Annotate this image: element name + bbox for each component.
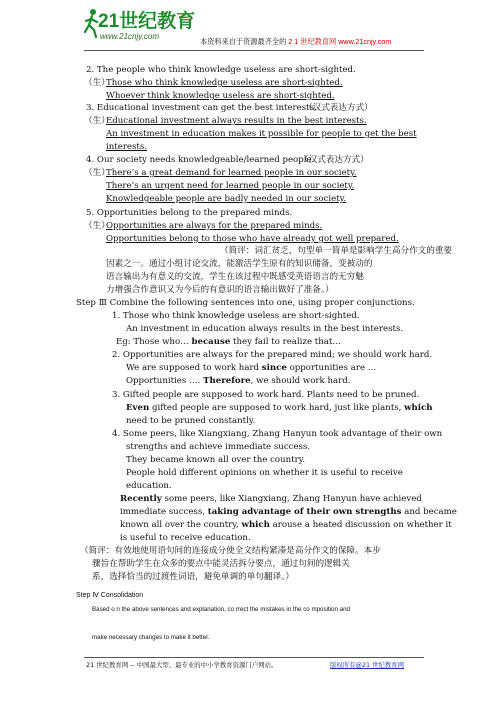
text-line: 3. Educational investment can get the best interests. [86,103,317,113]
annotation: （汉式表达方式） [300,155,369,165]
footer-left: 21 世纪教育网 -- 中国最大型、最专业的中小学教育资源门户网站。 [86,661,278,669]
text-line: They became known all over the country. [126,455,306,465]
header-note-prefix: 本资料来自于资源最齐全的 [200,37,287,46]
comment-line: 因素之一。通过小组讨论交流，能激活学生原有的知识储备，变被动的 [106,259,373,269]
footer-copyright-link[interactable]: 版权所有@21 世纪教育网 [330,661,405,669]
example-line: We are supposed to work hard since opportunities are … [126,363,377,373]
text-line: Whoever think knowledge useless are short-sighted. [106,91,335,101]
text-line: education. [126,481,172,491]
text-line: People hold different opinions on whether it is useful to receive [126,468,403,478]
example-line: Eg: Those who… because they fail to realize that… [116,337,341,347]
text-line: Those who think knowledge useless are short-sighted. [106,78,343,88]
comment-line: 语言输出为有意义的交流，学生在该过程中既感受英语语言的无穷魅 [106,272,364,282]
header-note-link[interactable]: 2 1 世纪教育网 [288,37,337,46]
comment-line: （简评：有效地使用语句间的连接成分使全文结构紧凑是高分作文的保障。本步 [80,546,381,556]
text-line: Educational investment always results in the best interests. [106,116,367,126]
example-line: Recently some peers, like Xiangxiang, Zhang Hanyun have achieved [120,494,422,504]
text-line: There’s an urgent need for learned people in our society. [106,181,355,191]
student-tag: （生） [84,221,110,231]
text-line: An investment in education makes it possible for people to get the best [106,129,417,139]
comment-line: 骤旨在帮助学生在众多的要点中能灵活拆分要点，通过句间的逻辑关 [92,559,350,569]
text-line: Based o n the above sentences and explanation, co rrect the mistakes in the co mposition and [92,606,350,613]
step-heading: Step Ⅳ Consolidation [76,592,144,599]
comment-line: （简评：词汇贫乏，句型单一简单是影响学生高分作文的重要 [220,246,453,256]
text-line: 2. Opportunities are always for the prepared mind; we should work hard. [112,350,433,360]
step-heading: Step Ⅲ Combine the following sentences into one, using proper conjunctions. [76,298,415,308]
student-tag: （生） [84,168,110,178]
text-line: 2. The people who think knowledge useless are short-sighted. [86,65,356,75]
text-line: is useful to receive education. [120,533,251,543]
comment-line: 系，选择恰当的过渡性词语，避免单调的单句翻译。） [92,572,294,582]
text-line: make necessary changes to make it better. [92,634,210,641]
text-line: Opportunities are always for the prepared minds. [106,221,323,231]
footer-divider [84,657,424,658]
text-line: need to be pruned constantly. [126,416,256,426]
text-line: An investment in education always results in the best interests. [126,324,404,334]
text-line: strengths and achieve immediate success. [126,442,311,452]
header-note-url[interactable]: www.21cnjy.com [338,37,392,46]
text-line: Opportunities belong to those who have already got well prepared. [106,234,399,244]
example-line: Even gifted people are supposed to work hard, just like plants, which [126,403,433,413]
student-tag: （生） [84,78,110,88]
text-line: 3. Gifted people are supposed to work hard. Plants need to be pruned. [112,390,420,400]
text-line: There’s a great demand for learned people in our society. [106,168,357,178]
text-line: 4. Our society needs knowledgeable/learned people. [86,155,315,165]
student-tag: （生） [84,116,110,126]
text-line: 5. Opportunities belong to the prepared minds. [86,208,293,218]
logo-text: 21世纪教育 [98,11,196,32]
example-line: immediate success, taking advantage of their own strengths and became [120,507,457,517]
annotation: （汉式表达方式） [304,103,373,113]
text-line: interests. [106,142,148,152]
text-line: Knowledgeable people are badly needed in our society. [106,194,347,204]
example-line: known all over the country, which arouse a heated discussion on whether it [120,520,452,530]
comment-line: 力增强合作意识又为今后的有意识的语言输出做好了准备。） [106,285,334,295]
logo-url: www.21cnjy.com [100,32,159,41]
example-line: Opportunities …. Therefore, we should work hard. [126,376,351,386]
text-line: 4. Some peers, like Xiangxiang, Zhang Hanyun took advantage of their own [112,429,443,439]
text-line: 1. Those who think knowledge useless are short-sighted. [112,311,360,321]
